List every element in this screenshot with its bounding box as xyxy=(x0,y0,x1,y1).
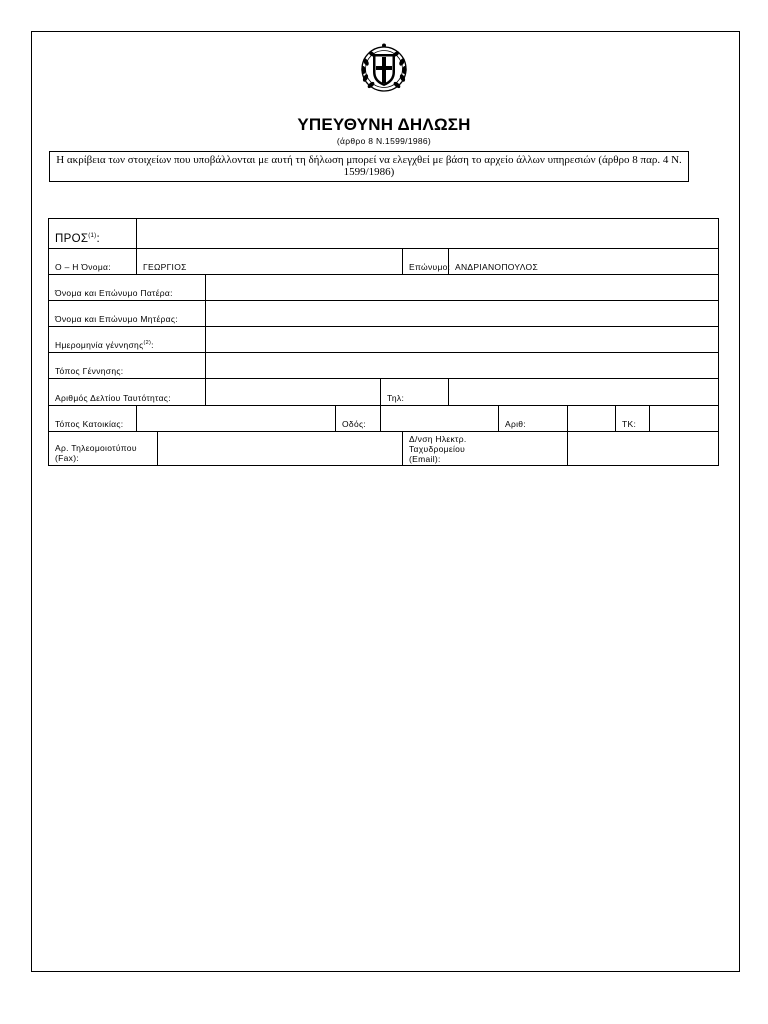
accuracy-notice: Η ακρίβεια των στοιχείων που υποβάλλονται με αυτή τη δήλωση μπορεί να ελεγχθεί με βάση το αρχείο άλλων υπηρεσιών (άρθρο 8 παρ. 4 Ν. 1599/1986) xyxy=(49,151,689,182)
row-mother xyxy=(49,301,719,327)
mother-name-field[interactable] xyxy=(206,301,719,327)
document-title: ΥΠΕΥΘΥΝΗ ΔΗΛΩΣΗ xyxy=(297,115,471,134)
row-id xyxy=(49,379,719,406)
fax-field[interactable] xyxy=(158,432,403,466)
residence-label: Τόπος Κατοικίας: xyxy=(49,406,137,432)
row-residence xyxy=(49,406,719,432)
birth-date-field[interactable] xyxy=(206,327,719,353)
fax-label: Αρ. Τηλεομοιοτύπου (Fax): xyxy=(49,432,158,466)
father-name-label: Όνομα και Επώνυμο Πατέρα: xyxy=(49,275,206,301)
surname-field[interactable]: ΑΝΔΡΙΑΝΟΠΟΥΛΟΣ xyxy=(449,249,719,275)
birth-date-label: Ημερομηνία γέννησης$^{(2)}$: xyxy=(49,327,206,353)
mother-name-label: Όνομα και Επώνυμο Μητέρας: xyxy=(49,301,206,327)
first-name-field[interactable]: ΓΕΩΡΓΙΟΣ xyxy=(137,249,403,275)
row-to xyxy=(49,219,719,249)
father-name-field[interactable] xyxy=(206,275,719,301)
id-number-field[interactable] xyxy=(206,379,381,406)
phone-label: Τηλ: xyxy=(381,379,449,406)
id-number-label: Αριθμός Δελτίου Ταυτότητας: xyxy=(49,379,206,406)
to-field[interactable] xyxy=(137,219,719,249)
greek-coat-of-arms-emblem xyxy=(358,42,410,94)
to-label: ΠΡΟΣ$^{(1)}$: xyxy=(49,219,137,249)
email-label: Δ/νση Ηλεκτρ. Ταχυδρομείου (Email): xyxy=(403,432,568,466)
document-subtitle: (άρθρο 8 Ν.1599/1986) xyxy=(336,136,432,146)
number-field[interactable] xyxy=(568,406,616,432)
email-field[interactable] xyxy=(568,432,719,466)
first-name-label: Ο – Η Όνομα: xyxy=(49,249,137,275)
street-field[interactable] xyxy=(381,406,499,432)
row-birth-date xyxy=(49,327,719,353)
birth-place-field[interactable] xyxy=(206,353,719,379)
declaration-form xyxy=(48,218,719,466)
postcode-field[interactable] xyxy=(650,406,719,432)
number-label: Αριθ: xyxy=(499,406,568,432)
phone-field[interactable] xyxy=(449,379,719,406)
row-father xyxy=(49,275,719,301)
street-label: Οδός: xyxy=(336,406,381,432)
row-birth-place xyxy=(49,353,719,379)
birth-place-label: Τόπος Γέννησης: xyxy=(49,353,206,379)
postcode-label: ΤΚ: xyxy=(616,406,650,432)
row-contact xyxy=(49,432,719,466)
row-name xyxy=(49,249,719,275)
residence-field[interactable] xyxy=(137,406,336,432)
surname-label: Επώνυμο: xyxy=(403,249,449,275)
